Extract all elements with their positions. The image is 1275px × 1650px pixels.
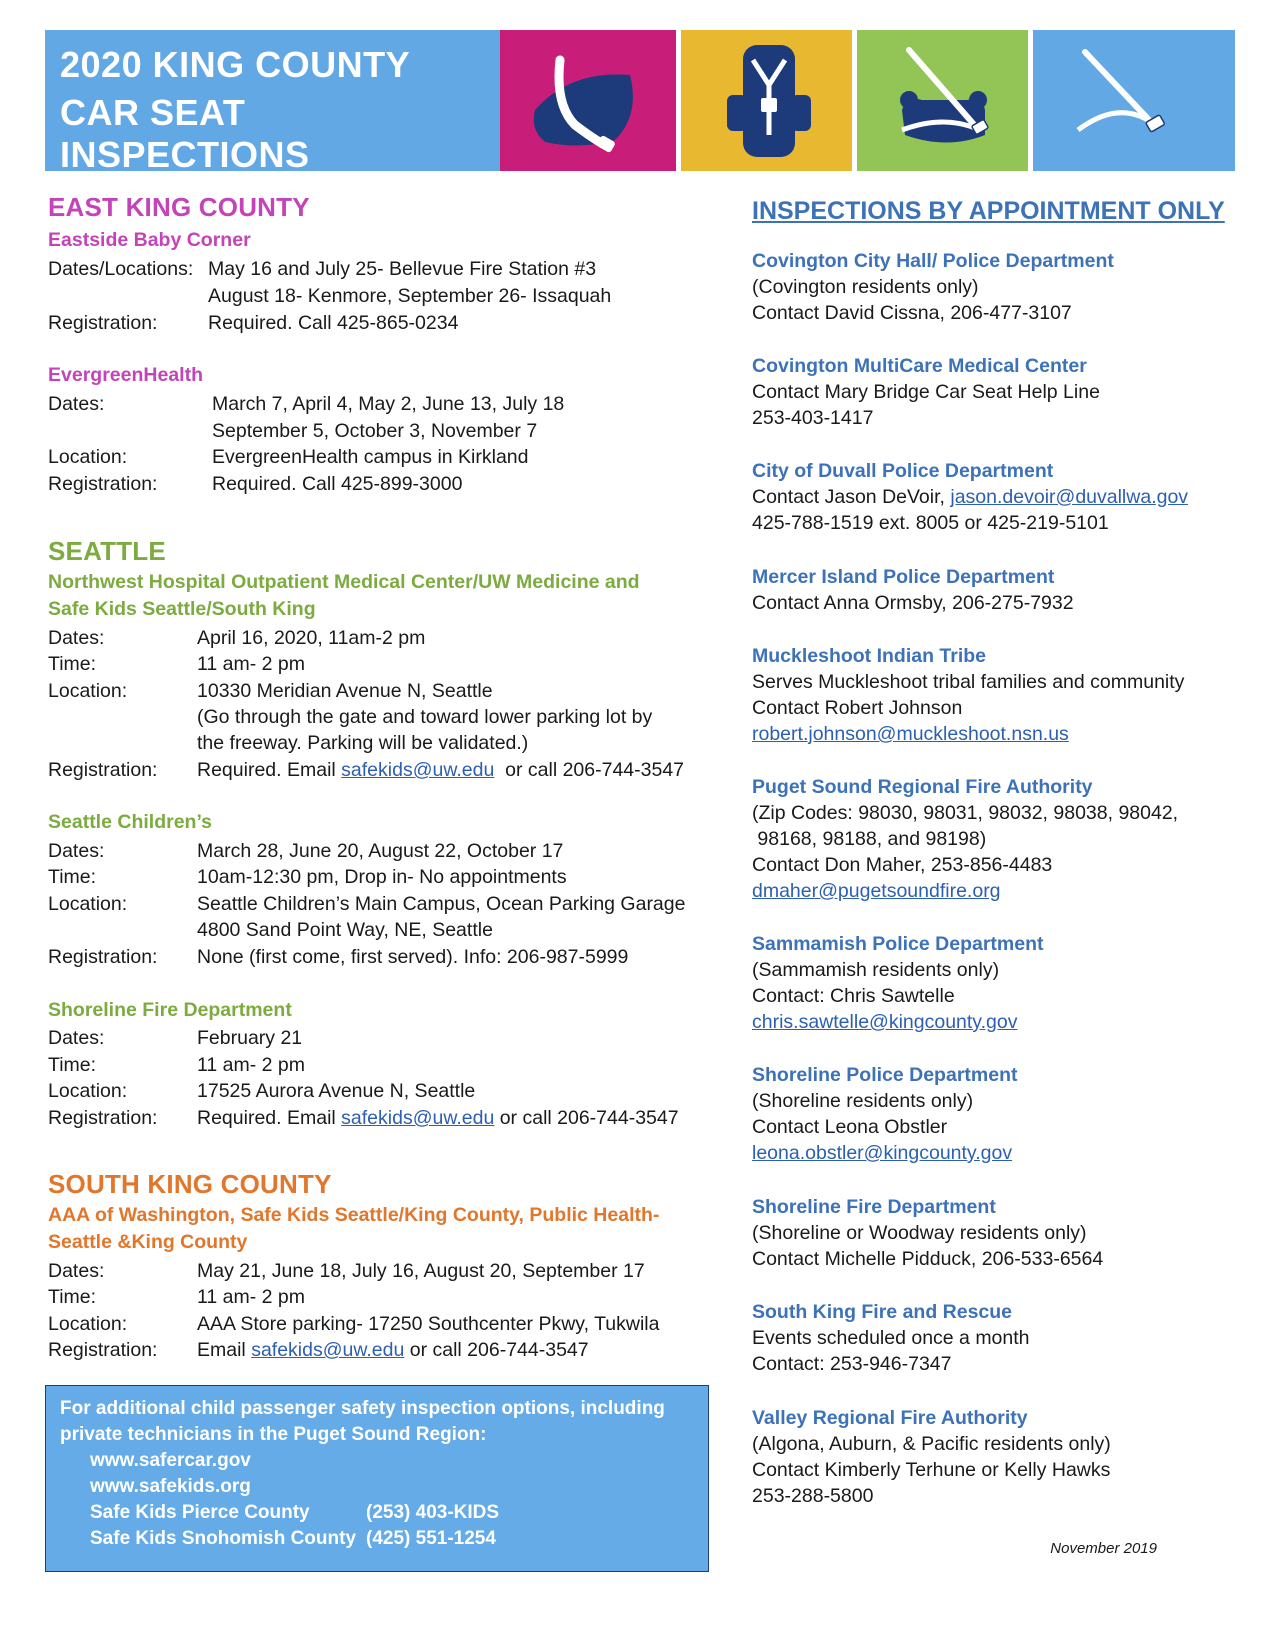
registration-label: Registration:: [48, 312, 158, 334]
nw-time-value: 11 am- 2 pm: [197, 653, 306, 675]
sammamish-police-title: Sammamish Police Department: [752, 933, 1044, 955]
duvall-email-link[interactable]: jason.devoir@duvallwa.gov: [950, 486, 1189, 508]
shoreline-fire-location-value: 17525 Aurora Avenue N, Seattle: [197, 1080, 476, 1102]
south-king-fire-line2: Contact: 253-946-7347: [752, 1353, 952, 1375]
aaa-title-line2: Seattle &King County: [48, 1231, 248, 1253]
childrens-location-line2: 4800 Sand Point Way, NE, Seattle: [197, 919, 493, 941]
covington-multicare-line2: 253-403-1417: [752, 407, 874, 429]
covington-city-hall-title: Covington City Hall/ Police Department: [752, 250, 1114, 272]
dates-label: Dates:: [48, 840, 105, 862]
childrens-location-line1: Seattle Children’s Main Campus, Ocean Parking Garage: [197, 893, 686, 915]
time-label: Time:: [48, 1054, 97, 1076]
duvall-phone-line: 425-788-1519 ext. 8005 or 425-219-5101: [752, 512, 1109, 534]
sammamish-email-link[interactable]: chris.sawtelle@kingcounty.gov: [752, 1011, 1018, 1033]
header-title-line2: CAR SEAT INSPECTIONS: [60, 92, 310, 175]
location-label: Location:: [48, 893, 128, 915]
nw-registration-suffix: or call 206-744-3547: [494, 759, 685, 781]
valley-regional-fire-title: Valley Regional Fire Authority: [752, 1407, 1028, 1429]
seattle-childrens-title: Seattle Children’s: [48, 811, 212, 833]
muckleshoot-line2: Contact Robert Johnson: [752, 697, 963, 719]
safekids-email-link[interactable]: safekids@uw.edu: [341, 759, 495, 781]
safekids-email-link[interactable]: safekids@uw.edu: [251, 1339, 405, 1361]
muckleshoot-email-row: [752, 723, 1069, 746]
aaa-registration-value: [197, 1337, 589, 1363]
muckleshoot-line1: Serves Muckleshoot tribal families and community: [752, 671, 1185, 693]
puget-sound-fire-title: Puget Sound Regional Fire Authority: [752, 776, 1093, 798]
duvall-contact-line: [752, 486, 1188, 509]
aaa-registration-suffix: or call 206-744-3547: [404, 1339, 589, 1361]
registration-label: Registration:: [48, 473, 158, 495]
valley-line2: Contact Kimberly Terhune or Kelly Hawks: [752, 1459, 1111, 1481]
covington-multicare-line1: Contact Mary Bridge Car Seat Help Line: [752, 381, 1100, 403]
south-king-fire-line1: Events scheduled once a month: [752, 1327, 1030, 1349]
right-column: [752, 0, 1232, 1650]
shoreline-police-title: Shoreline Police Department: [752, 1064, 1018, 1086]
shoreline-police-line1: (Shoreline residents only): [752, 1090, 974, 1112]
nw-location-line2: (Go through the gate and toward lower parking lot by: [197, 706, 653, 728]
evergreen-location-value: EvergreenHealth campus in Kirkland: [212, 446, 529, 468]
pierce-county-phone: (253) 403-KIDS: [366, 1502, 500, 1523]
puget-sound-email-row: [752, 880, 1001, 903]
header-title-line1: 2020 KING COUNTY: [60, 44, 411, 85]
shoreline-police-email-row: [752, 1142, 1012, 1165]
northwest-hospital-title-line1: Northwest Hospital Outpatient Medical Center/UW Medicine and: [48, 571, 640, 593]
registration-label: Registration:: [48, 1339, 158, 1361]
valley-line3: 253-288-5800: [752, 1485, 874, 1507]
shoreline-police-email-link[interactable]: leona.obstler@kingcounty.gov: [752, 1142, 1013, 1164]
shoreline-fire-right-line1: (Shoreline or Woodway residents only): [752, 1222, 1087, 1244]
shoreline-fire-registration-suffix: or call 206-744-3547: [494, 1107, 679, 1129]
aaa-dates-value: May 21, June 18, July 16, August 20, September 17: [197, 1260, 645, 1282]
south-king-fire-title: South King Fire and Rescue: [752, 1301, 1013, 1323]
puget-sound-line2: 98168, 98188, and 98198): [752, 828, 987, 850]
shoreline-police-line2: Contact Leona Obstler: [752, 1116, 948, 1138]
pierce-county-name: Safe Kids Pierce County: [90, 1502, 310, 1523]
infobox-line1: For additional child passenger safety inspection options, including: [60, 1398, 665, 1419]
east-king-county-heading: EAST KING COUNTY: [48, 192, 310, 222]
dates-label: Dates:: [48, 1260, 105, 1282]
sammamish-line1: (Sammamish residents only): [752, 959, 1000, 981]
eastside-registration-value: Required. Call 425-865-0234: [208, 312, 459, 334]
eastside-baby-corner-title: Eastside Baby Corner: [48, 229, 251, 251]
dates-label: Dates:: [48, 627, 105, 649]
puget-sound-email-link[interactable]: dmaher@pugetsoundfire.org: [752, 880, 1001, 902]
dates-locations-label: Dates/Locations:: [48, 258, 194, 280]
evergreenhealth-title: EvergreenHealth: [48, 364, 203, 386]
eastside-dates-line1: May 16 and July 25- Bellevue Fire Station #3: [208, 258, 597, 280]
infobox-line2: private technicians in the Puget Sound Region:: [60, 1424, 487, 1445]
sammamish-line2: Contact: Chris Sawtelle: [752, 985, 955, 1007]
evergreen-dates-line1: March 7, April 4, May 2, June 13, July 18: [212, 393, 565, 415]
south-king-county-heading: SOUTH KING COUNTY: [48, 1169, 332, 1199]
aaa-title-line1: AAA of Washington, Safe Kids Seattle/King County, Public Health-: [48, 1204, 660, 1226]
safercar-link[interactable]: www.safercar.gov: [90, 1450, 251, 1471]
duvall-contact-prefix: Contact Jason DeVoir,: [752, 486, 951, 508]
nw-location-line3: the freeway. Parking will be validated.): [197, 732, 529, 754]
covington-city-line1: (Covington residents only): [752, 276, 979, 298]
valley-line1: (Algona, Auburn, & Pacific residents only): [752, 1433, 1111, 1455]
location-label: Location:: [48, 1080, 128, 1102]
aaa-location-value: AAA Store parking- 17250 Southcenter Pkwy, Tukwila: [197, 1313, 660, 1335]
safekids-email-link[interactable]: safekids@uw.edu: [341, 1107, 495, 1129]
nw-registration-prefix: Required. Email: [197, 759, 342, 781]
safekids-link[interactable]: www.safekids.org: [90, 1476, 251, 1497]
shoreline-fire-right-title: Shoreline Fire Department: [752, 1196, 996, 1218]
snohomish-county-phone: (425) 551-1254: [366, 1528, 496, 1549]
location-label: Location:: [48, 680, 128, 702]
dates-label: Dates:: [48, 393, 105, 415]
nw-registration-value: [197, 757, 684, 783]
puget-sound-line1: (Zip Codes: 98030, 98031, 98032, 98038, 98042,: [752, 802, 1179, 824]
nw-dates-value: April 16, 2020, 11am-2 pm: [197, 627, 426, 649]
time-label: Time:: [48, 653, 97, 675]
time-label: Time:: [48, 1286, 97, 1308]
location-label: Location:: [48, 1313, 128, 1335]
dates-label: Dates:: [48, 1027, 105, 1049]
aaa-time-value: 11 am- 2 pm: [197, 1286, 306, 1308]
registration-label: Registration:: [48, 946, 158, 968]
aaa-registration-prefix: Email: [197, 1339, 252, 1361]
puget-sound-line3: Contact Don Maher, 253-856-4483: [752, 854, 1053, 876]
snohomish-county-name: Safe Kids Snohomish County: [90, 1528, 357, 1549]
footer-date: November 2019: [1050, 1540, 1157, 1557]
duvall-police-title: City of Duvall Police Department: [752, 460, 1054, 482]
registration-label: Registration:: [48, 1107, 158, 1129]
seattle-heading: SEATTLE: [48, 536, 166, 566]
mercer-island-contact: Contact Anna Ormsby, 206-275-7932: [752, 592, 1074, 614]
muckleshoot-email-link[interactable]: robert.johnson@muckleshoot.nsn.us: [752, 723, 1069, 745]
covington-multicare-title: Covington MultiCare Medical Center: [752, 355, 1087, 377]
childrens-time-value: 10am-12:30 pm, Drop in- No appointments: [197, 866, 567, 888]
shoreline-fire-title: Shoreline Fire Department: [48, 999, 292, 1021]
eastside-dates-line2: August 18- Kenmore, September 26- Issaquah: [208, 285, 612, 307]
muckleshoot-tribe-title: Muckleshoot Indian Tribe: [752, 645, 987, 667]
shoreline-fire-dates-value: February 21: [197, 1027, 303, 1049]
registration-label: Registration:: [48, 759, 158, 781]
childrens-registration-value: None (first come, first served). Info: 206-987-5999: [197, 946, 629, 968]
covington-city-line2: Contact David Cissna, 206-477-3107: [752, 302, 1072, 324]
northwest-hospital-title-line2: Safe Kids Seattle/South King: [48, 598, 316, 620]
shoreline-fire-time-value: 11 am- 2 pm: [197, 1054, 306, 1076]
evergreen-dates-line2: September 5, October 3, November 7: [212, 420, 538, 442]
time-label: Time:: [48, 866, 97, 888]
appointments-heading: INSPECTIONS BY APPOINTMENT ONLY: [752, 197, 1225, 225]
nw-location-line1: 10330 Meridian Avenue N, Seattle: [197, 680, 493, 702]
shoreline-fire-registration-prefix: Required. Email: [197, 1107, 342, 1129]
additional-options-box: [45, 1385, 709, 1572]
mercer-island-police-title: Mercer Island Police Department: [752, 566, 1055, 588]
childrens-dates-value: March 28, June 20, August 22, October 17: [197, 840, 564, 862]
sammamish-email-row: [752, 1011, 1017, 1034]
evergreen-registration-value: Required. Call 425-899-3000: [212, 473, 463, 495]
shoreline-fire-registration-value: [197, 1105, 679, 1131]
location-label: Location:: [48, 446, 128, 468]
shoreline-fire-right-line2: Contact Michelle Pidduck, 206-533-6564: [752, 1248, 1104, 1270]
